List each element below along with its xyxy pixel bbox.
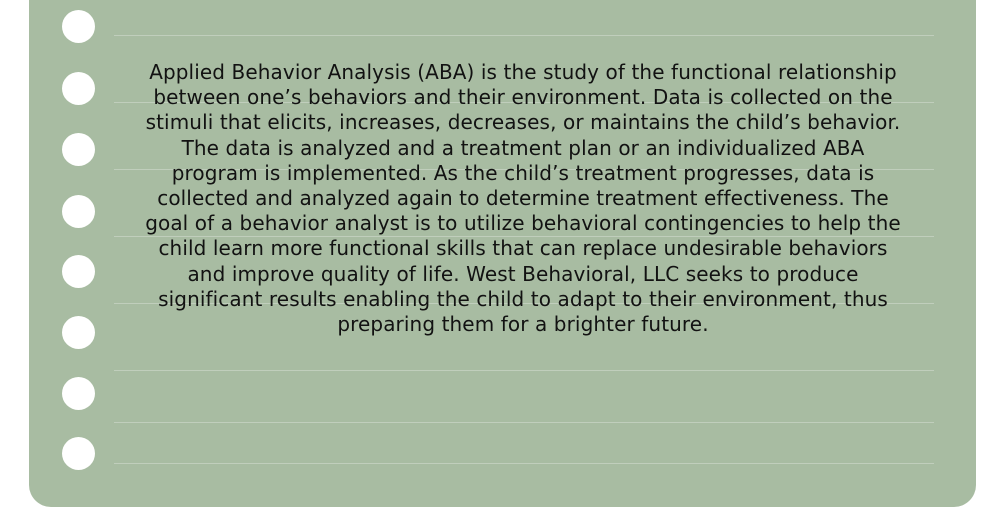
binder-hole — [62, 255, 95, 288]
binder-hole — [62, 10, 95, 43]
binder-hole — [62, 377, 95, 410]
binder-hole — [62, 72, 95, 105]
ruled-line — [114, 463, 934, 464]
ruled-line — [114, 370, 934, 371]
binder-hole — [62, 437, 95, 470]
ruled-line — [114, 422, 934, 423]
aba-description-text: Applied Behavior Analysis (ABA) is the study of the functional relationship between one’s behaviors and their environment. Data is collected on the stimuli that elicits, increases, decreases, or maintains the child’s behavior. The data is analyzed and a treatment plan or an individualized ABA program is implemented. As the child’s treatment progresses, data is collected and analyzed again to determine treatment effectiveness. The goal of a behavior analyst is to utilize behavioral contingencies to help the child learn more functional skills that can replace undesirable behaviors and improve quality of life. West Behavioral, LLC seeks to produce significant results enabling the child to adapt to their environment, thus preparing them for a brighter future. — [145, 60, 901, 337]
binder-hole — [62, 133, 95, 166]
ruled-line — [114, 35, 934, 36]
binder-hole — [62, 316, 95, 349]
binder-hole — [62, 195, 95, 228]
